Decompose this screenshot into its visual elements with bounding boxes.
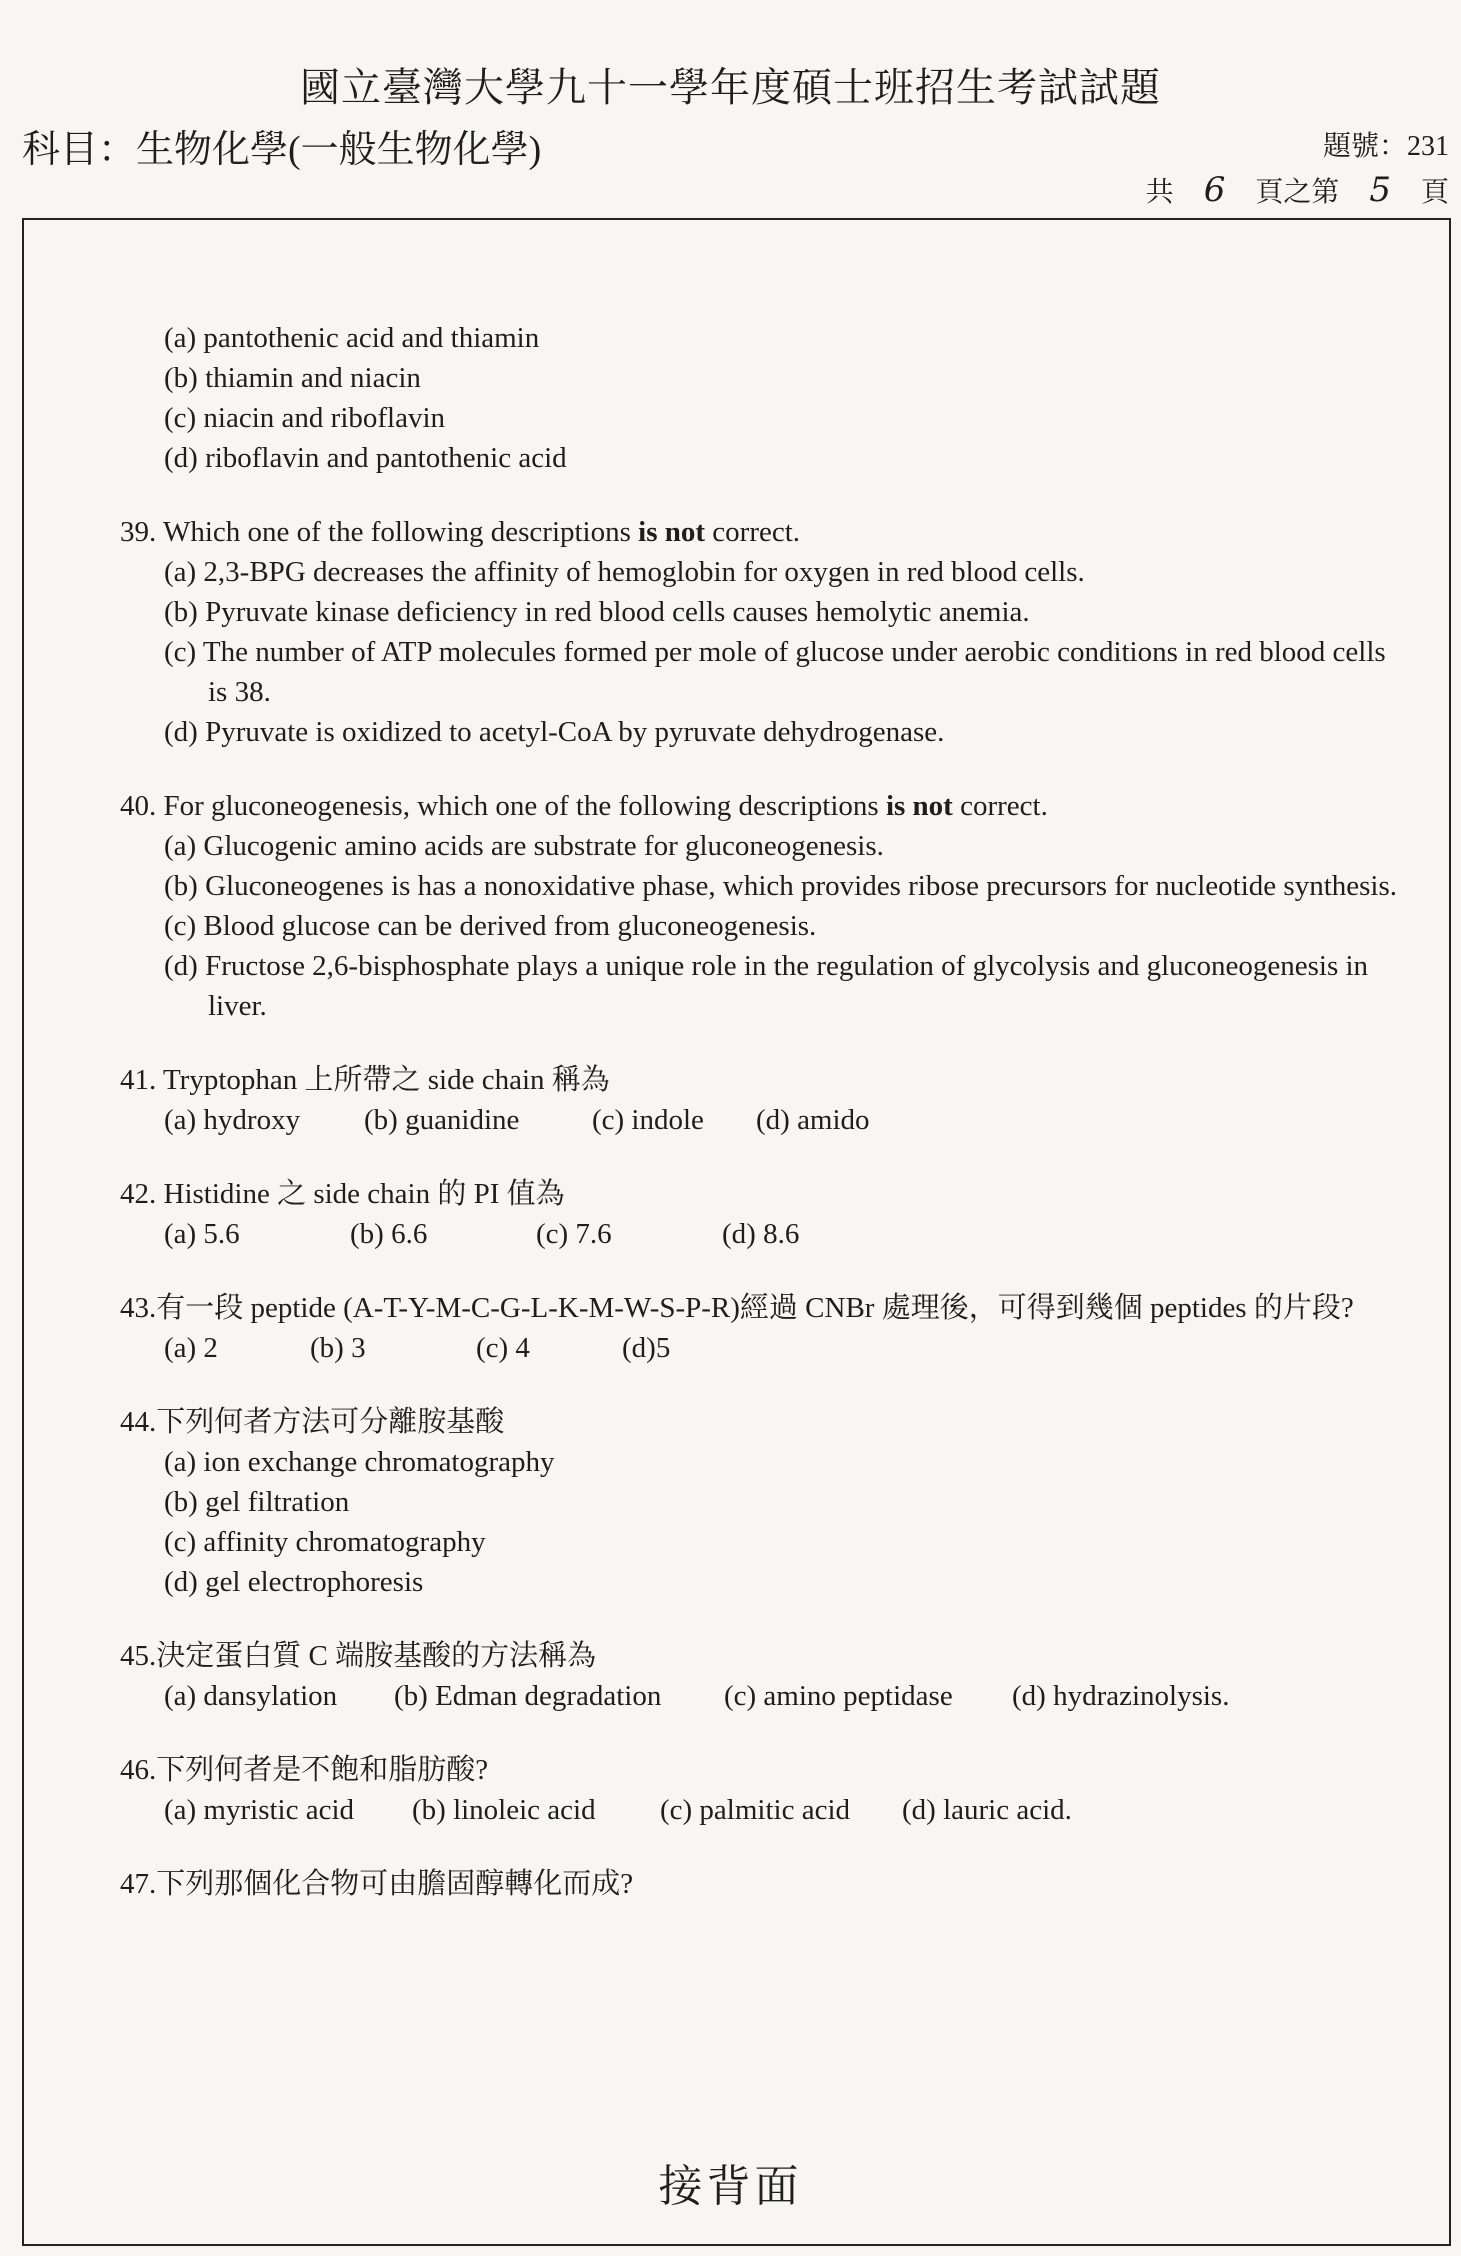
question-stem: 46.下列何者是不飽和脂肪酸?: [120, 1754, 489, 1786]
question-number: 題號：231: [1322, 131, 1449, 162]
option: (b) thiamin and niacin: [164, 362, 421, 394]
option: (a) hydroxy: [164, 1104, 301, 1136]
stem-emphasis: is not: [638, 516, 706, 548]
option: (b) Pyruvate kinase deficiency in red blood cells causes hemolytic anemia.: [164, 596, 1030, 628]
option: (a) dansylation: [164, 1680, 338, 1712]
option: (d) riboflavin and pantothenic acid: [164, 442, 567, 474]
question-45: [120, 1636, 1400, 1716]
options-row: [164, 1790, 1400, 1830]
stem-emphasis: is not: [885, 790, 953, 822]
question-stem: [120, 786, 1400, 826]
options-row: [164, 1100, 1400, 1140]
exam-title: 國立臺灣大學九十一學年度碩士班招生考試試題: [300, 65, 1161, 110]
question-stem: 43.有一段 peptide (A-T-Y-M-C-G-L-K-M-W-S-P-R)經過 CNBr 處理後，可得到幾個 peptides 的片段?: [120, 1292, 1354, 1324]
option: (a) 2,3-BPG decreases the affinity of hemoglobin for oxygen in red blood cells.: [164, 556, 1085, 588]
option: (b) Edman degradation: [394, 1680, 662, 1712]
option: (c) niacin and riboflavin: [164, 402, 446, 434]
pages-suffix: 頁: [1420, 177, 1449, 208]
pages-prefix: 共: [1145, 177, 1174, 208]
stem-text: correct.: [705, 516, 801, 548]
option: (a) myristic acid: [164, 1794, 355, 1826]
option: (b) guanidine: [364, 1104, 520, 1136]
option: (c) affinity chromatography: [164, 1526, 486, 1558]
stem-text: 40. For gluconeogenesis, which one of the following descriptions: [120, 790, 886, 822]
question-47: [120, 1864, 1400, 1904]
option: (b) gel filtration: [164, 1486, 350, 1518]
question-38-continued: [120, 318, 1400, 478]
option: (a) ion exchange chromatography: [164, 1446, 555, 1478]
option: (a) 2: [164, 1332, 218, 1364]
option: (c) palmitic acid: [660, 1794, 851, 1826]
question-stem: 45.決定蛋白質 C 端胺基酸的方法稱為: [120, 1640, 597, 1672]
page-indicator: [1146, 170, 1449, 210]
option: (d)5: [622, 1332, 671, 1364]
question-46: [120, 1750, 1400, 1830]
question-44: [120, 1402, 1400, 1602]
stem-text: correct.: [952, 790, 1048, 822]
option: (b) Gluconeogenes is has a nonoxidative phase, which provides ribose precursors for nucleotide synthesis.: [164, 870, 1397, 902]
question-stem: 44.下列何者方法可分離胺基酸: [120, 1406, 505, 1438]
option: (b) linoleic acid: [412, 1794, 596, 1826]
question-stem: 42. Histidine 之 side chain 的 PI 值為: [120, 1178, 565, 1210]
option: (d) amido: [756, 1104, 870, 1136]
option: (c) indole: [592, 1104, 704, 1136]
option: (d) lauric acid.: [902, 1794, 1072, 1826]
option: (b) 3: [310, 1332, 366, 1364]
question-39: [120, 512, 1400, 752]
question-stem: 41. Tryptophan 上所帶之 side chain 稱為: [120, 1064, 610, 1096]
option: (d) Pyruvate is oxidized to acetyl-CoA by pyruvate dehydrogenase.: [164, 716, 945, 748]
option: (c) Blood glucose can be derived from gluconeogenesis.: [164, 910, 817, 942]
option: (d) Fructose 2,6-bisphosphate plays a unique role in the regulation of glycolysis and gluconeogenesis in liver.: [164, 950, 1369, 1022]
option: (c) 4: [476, 1332, 530, 1364]
option: (d) gel electrophoresis: [164, 1566, 424, 1598]
question-42: [120, 1174, 1400, 1254]
option: (d) hydrazinolysis.: [1012, 1680, 1230, 1712]
options-row: [164, 1328, 1400, 1368]
option: (b) 6.6: [350, 1218, 428, 1250]
continue-on-back-note: 接背面: [658, 2161, 803, 2212]
question-stem: [120, 512, 1400, 552]
total-pages: 6: [1203, 170, 1226, 210]
option: (c) 7.6: [536, 1218, 612, 1250]
options-row: [164, 1676, 1400, 1716]
option: (a) Glucogenic amino acids are substrate for gluconeogenesis.: [164, 830, 884, 862]
current-page: 5: [1369, 170, 1391, 210]
option: (a) pantothenic acid and thiamin: [164, 322, 540, 354]
option: (c) The number of ATP molecules formed per mole of glucose under aerobic conditions in red blood cells is 38.: [164, 636, 1386, 708]
question-43: [120, 1288, 1400, 1368]
question-41: [120, 1060, 1400, 1140]
option: (a) 5.6: [164, 1218, 240, 1250]
pages-mid: 頁之第: [1255, 177, 1340, 208]
options-row: [164, 1214, 1400, 1254]
question-list: [120, 318, 1400, 1904]
question-40: [120, 786, 1400, 1026]
subject-line: 科目：生物化學(一般生物化學): [22, 129, 542, 171]
option: (d) 8.6: [722, 1218, 800, 1250]
stem-text: 39. Which one of the following descriptions: [120, 516, 639, 548]
option: (c) amino peptidase: [724, 1680, 953, 1712]
question-stem: 47.下列那個化合物可由膽固醇轉化而成?: [120, 1868, 634, 1900]
